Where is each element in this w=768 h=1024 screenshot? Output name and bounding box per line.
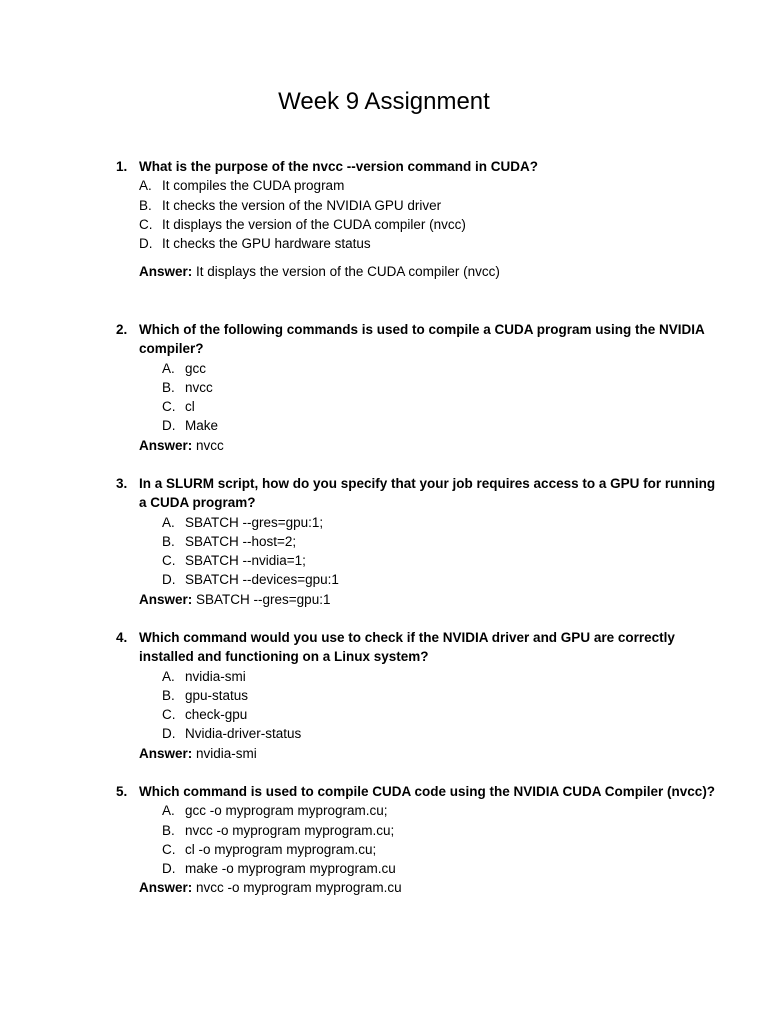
option-text: Make xyxy=(185,418,219,434)
option-text: SBATCH --devices=gpu:1 xyxy=(185,572,339,588)
question-text: Which command is used to compile CUDA code using the NVIDIA CUDA Compiler (nvcc)? xyxy=(139,784,716,799)
option-text: It checks the GPU hardware status xyxy=(162,236,371,252)
option-text: cl -o myprogram myprogram.cu; xyxy=(185,841,377,857)
answer-label: Answer: xyxy=(139,437,193,453)
option-text: gpu-status xyxy=(185,687,249,703)
option-text: gcc xyxy=(185,360,207,376)
question-text: In a SLURM script, how do you specify that your job requires access to a GPU for running a CUDA program? xyxy=(139,476,716,511)
option-b xyxy=(162,532,716,551)
option-text: SBATCH --gres=gpu:1; xyxy=(185,514,324,530)
option-b xyxy=(162,378,716,397)
question-number: 3. xyxy=(116,476,128,491)
question-4 xyxy=(116,628,716,763)
question-line xyxy=(116,782,716,801)
answer-label: Answer: xyxy=(139,591,193,607)
option-text: cl xyxy=(185,399,195,415)
options-list xyxy=(162,801,716,878)
options-list xyxy=(139,176,716,253)
option-letter: B. xyxy=(162,822,175,838)
answer-text: It displays the version of the CUDA compiler (nvcc) xyxy=(196,264,500,280)
option-letter: B. xyxy=(139,197,152,213)
option-text: SBATCH --host=2; xyxy=(185,533,297,549)
option-letter: D. xyxy=(162,861,176,877)
question-text: Which command would you use to check if the NVIDIA driver and GPU are correctly installed and functioning on a Linux system? xyxy=(139,630,675,665)
option-b xyxy=(162,821,716,840)
options-list xyxy=(162,513,716,590)
option-text: make -o myprogram myprogram.cu xyxy=(185,861,396,877)
question-text: Which of the following commands is used to compile a CUDA program using the NVIDIA compiler? xyxy=(139,322,705,357)
option-d xyxy=(162,570,716,589)
option-letter: C. xyxy=(162,399,176,415)
answer-label: Answer: xyxy=(139,880,193,896)
option-letter: D. xyxy=(162,726,176,742)
answer-label: Answer: xyxy=(139,264,193,280)
option-letter: C. xyxy=(139,216,153,232)
answer-text: nvidia-smi xyxy=(196,745,257,761)
answer-text: nvcc xyxy=(196,437,224,453)
option-letter: D. xyxy=(162,572,176,588)
question-line xyxy=(116,157,716,176)
question-3 xyxy=(116,474,716,609)
question-2 xyxy=(116,320,716,455)
option-a xyxy=(162,359,716,378)
option-letter: C. xyxy=(162,841,176,857)
options-list xyxy=(162,667,716,744)
option-letter: C. xyxy=(162,553,176,569)
question-number: 4. xyxy=(116,630,128,645)
option-d xyxy=(139,234,716,253)
question-number: 2. xyxy=(116,322,128,337)
option-a xyxy=(139,176,716,195)
option-letter: D. xyxy=(139,236,153,252)
option-d xyxy=(162,724,716,743)
option-text: It checks the version of the NVIDIA GPU driver xyxy=(162,197,442,213)
question-number: 1. xyxy=(116,159,128,174)
option-c xyxy=(162,705,716,724)
option-letter: A. xyxy=(139,178,152,194)
question-1 xyxy=(116,157,716,282)
option-c xyxy=(139,215,716,234)
question-line xyxy=(116,320,716,359)
option-letter: C. xyxy=(162,707,176,723)
option-c xyxy=(162,397,716,416)
option-a xyxy=(162,667,716,686)
option-text: SBATCH --nvidia=1; xyxy=(185,553,306,569)
option-letter: A. xyxy=(162,803,175,819)
question-text: What is the purpose of the nvcc --version command in CUDA? xyxy=(139,159,539,174)
option-c xyxy=(162,551,716,570)
option-text: nvidia-smi xyxy=(185,668,246,684)
option-letter: A. xyxy=(162,514,175,530)
answer-text: SBATCH --gres=gpu:1 xyxy=(196,591,331,607)
answer-line xyxy=(139,262,716,281)
answer-line xyxy=(139,436,716,455)
question-line xyxy=(116,474,716,513)
option-b xyxy=(139,196,716,215)
option-d xyxy=(162,859,716,878)
option-c xyxy=(162,840,716,859)
page-title: Week 9 Assignment xyxy=(278,88,490,115)
option-b xyxy=(162,686,716,705)
answer-label: Answer: xyxy=(139,745,193,761)
question-line xyxy=(116,628,716,667)
answer-line xyxy=(139,744,716,763)
option-letter: D. xyxy=(162,418,176,434)
question-number: 5. xyxy=(116,784,128,799)
option-letter: B. xyxy=(162,687,175,703)
option-a xyxy=(162,513,716,532)
option-letter: B. xyxy=(162,533,175,549)
option-text: gcc -o myprogram myprogram.cu; xyxy=(185,803,388,819)
option-text: It compiles the CUDA program xyxy=(162,178,345,194)
option-d xyxy=(162,416,716,435)
question-5 xyxy=(116,782,716,898)
option-text: It displays the version of the CUDA compiler (nvcc) xyxy=(162,216,466,232)
option-text: nvcc -o myprogram myprogram.cu; xyxy=(185,822,395,838)
option-letter: A. xyxy=(162,360,175,376)
answer-line xyxy=(139,590,716,609)
option-text: check-gpu xyxy=(185,707,248,723)
option-letter: A. xyxy=(162,668,175,684)
option-text: nvcc xyxy=(185,379,213,395)
option-a xyxy=(162,801,716,820)
answer-line xyxy=(139,878,716,897)
option-letter: B. xyxy=(162,379,175,395)
option-text: Nvidia-driver-status xyxy=(185,726,302,742)
answer-text: nvcc -o myprogram myprogram.cu xyxy=(196,880,402,896)
options-list xyxy=(162,359,716,436)
